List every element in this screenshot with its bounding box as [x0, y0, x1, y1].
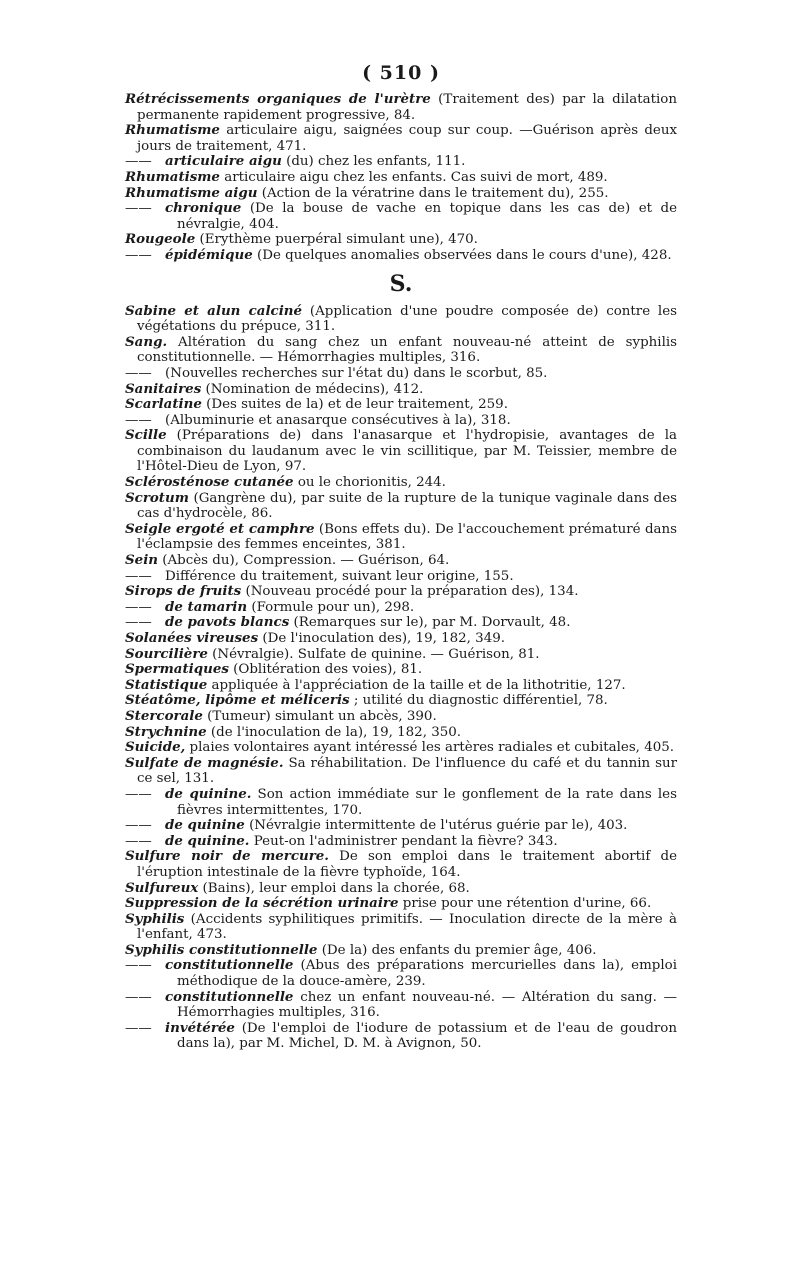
entry-text: prise pour une rétention d'urine, 66.	[398, 896, 652, 912]
entry-term: Rhumatisme aigu	[125, 184, 258, 201]
entry-term: Sulfureux	[125, 879, 199, 896]
ditto-dash: ——	[125, 958, 152, 974]
entry-term: Sourcilière	[125, 645, 208, 662]
entry-text: (Erythème puerpéral simulant une), 470.	[195, 232, 478, 248]
entry-text: (Névralgie). Sulfate de quinine. — Guérison, 81.	[207, 646, 540, 662]
entry-term: Rhumatisme	[125, 168, 220, 185]
index-entry	[125, 787, 677, 818]
entry-text: articulaire aigu chez les enfants. Cas suivi de mort, 489.	[219, 169, 608, 185]
entry-text: (de l'inoculation de la), 19, 182, 350.	[206, 724, 462, 740]
entry-text: (Des suites de la) et de leur traitement, 259.	[201, 397, 508, 413]
index-entry	[125, 170, 677, 186]
index-entry	[125, 615, 677, 631]
entry-term: de pavots blancs	[165, 614, 290, 631]
entry-term: épidémique	[165, 246, 253, 263]
index-entry	[125, 896, 677, 912]
entry-term: Strychnine	[125, 723, 207, 740]
index-entry	[125, 475, 677, 491]
entry-text: (De l'emploi de l'iodure de potassium et de l'eau de goudron dans la), par M. Michel, D. M. à Avignon, 50.	[177, 1020, 677, 1052]
index-entry	[125, 154, 677, 170]
entry-text: (Préparations de) dans l'anasarque et l'hydropisie, avantages de la combinaison du laudanum avec le vin scillitique, par M. Teissier, membre de l'Hôtel-Dieu de Lyon, 97.	[137, 428, 677, 475]
entry-text: (du) chez les enfants, 111.	[281, 154, 466, 170]
ditto-dash: ——	[125, 615, 152, 631]
index-entry	[125, 1021, 677, 1052]
entry-term: Sein	[125, 552, 159, 569]
ditto-dash: ——	[125, 1020, 152, 1036]
entry-text: (Oblitération des voies), 81.	[228, 662, 423, 678]
ditto-dash: ——	[125, 599, 152, 615]
entry-text: (Nouveau procédé pour la préparation des), 134.	[241, 584, 579, 600]
entry-text: (De la bouse de vache en topique dans les cas de) et de névralgie, 404.	[177, 201, 677, 232]
ditto-dash: ——	[125, 154, 152, 170]
entry-term: Scille	[125, 427, 167, 444]
section-letter: S.	[389, 270, 413, 297]
ditto-dash: ——	[125, 201, 152, 217]
index-entry	[125, 92, 677, 123]
entry-term: Sirops de fruits	[125, 583, 242, 600]
ditto-dash: ——	[125, 818, 152, 834]
index-entry	[125, 366, 677, 382]
index-entry	[125, 678, 677, 694]
index-entry	[125, 584, 677, 600]
index-entry	[125, 413, 677, 429]
index-entry	[125, 382, 677, 398]
index-entry	[125, 232, 677, 248]
entry-text: (De quelques anomalies observées dans le cours d'une), 428.	[252, 247, 672, 263]
entries-r-list	[125, 92, 677, 264]
entry-text: (De l'inoculation des), 19, 182, 349.	[258, 631, 505, 646]
entry-term: articulaire aigu	[165, 153, 282, 170]
entry-term: constitutionnelle	[165, 957, 294, 974]
entry-text: (Gangrène du), par suite de la rupture de la tunique vaginale dans des cas d'hydrocèle, 86.	[137, 490, 677, 522]
entry-term: Sulfure noir de mercure.	[125, 848, 329, 865]
entry-text: ou le chorionitis, 244.	[293, 475, 446, 491]
index-entry	[125, 123, 677, 154]
entry-term: constitutionnelle	[165, 988, 294, 1005]
page-number: ( 510 )	[362, 62, 440, 84]
entry-text: Différence du traitement, suivant leur origine, 155.	[165, 568, 514, 584]
entry-term: Scarlatine	[125, 396, 202, 413]
entry-term: de quinine	[165, 817, 245, 834]
entry-text: (Bons effets du). De l'accouchement prématuré dans l'éclampsie des femmes enceintes, 381.	[137, 521, 678, 553]
entry-term: Solanées vireuses	[125, 630, 259, 646]
index-page	[125, 62, 677, 1052]
index-entry	[125, 631, 677, 647]
entry-text: chez un enfant nouveau-né. — Altération du sang. — Hémorrhagies multiples, 316.	[177, 989, 677, 1021]
index-entry	[125, 201, 677, 232]
index-entry	[125, 304, 677, 335]
index-entry	[125, 428, 677, 475]
index-entry	[125, 756, 677, 787]
entry-term: Suppression de la sécrétion urinaire	[125, 895, 399, 912]
entry-term: Spermatiques	[125, 661, 229, 678]
index-entry	[125, 990, 677, 1021]
entry-text: appliquée à l'appréciation de la taille et de la lithotritie, 127.	[207, 677, 626, 693]
index-entry	[125, 958, 677, 989]
entry-text: (Abcès du), Compression. — Guérison, 64.	[158, 553, 450, 569]
entry-text: (Abus des préparations mercurielles dans la), emploi méthodique de la douce-amère, 239.	[177, 958, 677, 990]
entry-term: de tamarin	[165, 598, 248, 615]
entry-term: Sulfate de magnésie.	[125, 754, 284, 771]
entry-text: articulaire aigu, saignées coup sur coup. —Guérison après deux jours de traitement, 471.	[137, 123, 677, 154]
index-entry	[125, 740, 677, 756]
ditto-dash: ——	[125, 247, 152, 263]
entry-text: plaies volontaires ayant intéressé les artères radiales et cubitales, 405.	[185, 740, 675, 756]
entry-text: (Remarques sur le), par M. Dorvault, 48.	[289, 615, 571, 631]
entry-term: Stercorale	[125, 707, 203, 724]
index-entry	[125, 647, 677, 663]
entry-text: (Action de la vératrine dans le traitement du), 255.	[257, 185, 609, 201]
ditto-dash: ——	[125, 412, 152, 428]
entry-text: De son emploi dans le traitement abortif de l'éruption intestinale de la fièvre typhoïde, 164.	[137, 849, 677, 880]
ditto-dash: ——	[125, 989, 152, 1005]
entry-text: (Formule pour un), 298.	[247, 599, 415, 615]
entry-term: de quinine.	[165, 785, 252, 802]
ditto-dash: ——	[125, 833, 152, 849]
entry-term: Sang.	[125, 333, 168, 350]
index-entry	[125, 335, 677, 366]
index-entry	[125, 248, 677, 264]
entry-term: invétérée	[165, 1019, 235, 1036]
index-entry	[125, 881, 677, 897]
index-entry	[125, 569, 677, 585]
entry-term: de quinine.	[165, 832, 250, 849]
index-entry	[125, 912, 677, 943]
index-entry	[125, 849, 677, 880]
index-entry	[125, 725, 677, 741]
entry-term: Statistique	[125, 676, 208, 693]
ditto-dash: ——	[125, 365, 152, 381]
entry-text: (Nouvelles recherches sur l'état du) dans le scorbut, 85.	[165, 365, 548, 381]
index-entry	[125, 662, 677, 678]
index-entry	[125, 397, 677, 413]
entry-term: Sclérosténose cutanée	[125, 474, 294, 491]
index-entry	[125, 943, 677, 959]
entry-text: (Névralgie intermittente de l'utérus guérie par le), 403.	[244, 818, 628, 834]
index-entry	[125, 693, 677, 709]
entry-text: (De la) des enfants du premier âge, 406.	[317, 942, 597, 958]
ditto-dash: ——	[125, 786, 152, 802]
index-entry	[125, 818, 677, 834]
entry-term: Suicide,	[125, 739, 186, 756]
entry-text: (Albuminurie et anasarque consécutives à la), 318.	[165, 412, 511, 428]
entry-term: Sabine et alun calciné	[125, 302, 303, 319]
index-entry	[125, 834, 677, 850]
entry-text: Peut-on l'administrer pendant la fièvre? 343.	[249, 833, 558, 849]
entry-text: (Accidents syphilitiques primitifs. — Inoculation directe de la mère à l'enfant, 473.	[137, 911, 677, 943]
entries-s-list	[125, 304, 677, 1053]
entry-text: (Application d'une poudre composée de) contre les végétations du prépuce, 311.	[137, 303, 678, 335]
index-entry	[125, 186, 677, 202]
entry-text: Altération du sang chez un enfant nouveau-né atteint de syphilis constitutionnelle. — Hémorrhagies multiples, 316.	[137, 334, 677, 366]
ditto-dash: ——	[125, 568, 152, 584]
index-entry	[125, 709, 677, 725]
entry-text: Son action immédiate sur le gonflement de la rate dans les fièvres intermittentes, 170.	[177, 786, 677, 818]
entry-text: (Nomination de médecins), 412.	[201, 381, 424, 397]
entry-term: chronique	[165, 200, 242, 217]
entry-term: Syphilis	[125, 910, 185, 927]
entry-term: Stéatôme, lipôme et méliceris	[125, 692, 350, 709]
entry-term: Scrotum	[125, 489, 189, 506]
entry-term: Sanitaires	[125, 380, 202, 397]
entry-term: Rougeole	[125, 231, 196, 248]
entry-term: Rétrécissements organiques de l'urètre	[125, 91, 431, 107]
entry-text: ; utilité du diagnostic différentiel, 78.	[349, 693, 608, 709]
index-entry	[125, 553, 677, 569]
entry-text: Sa réhabilitation. De l'influence du café et du tannin sur ce sel, 131.	[137, 755, 677, 787]
entry-term: Syphilis constitutionnelle	[125, 941, 318, 958]
entry-text: (Tumeur) simulant un abcès, 390.	[202, 708, 437, 724]
index-entry	[125, 600, 677, 616]
entry-text: (Traitement des) par la dilatation permanente rapidement progressive, 84.	[137, 92, 677, 123]
index-entry	[125, 522, 677, 553]
entry-term: Rhumatisme	[125, 122, 220, 139]
index-entry	[125, 491, 677, 522]
entry-term: Seigle ergoté et camphre	[125, 520, 315, 537]
entry-text: (Bains), leur emploi dans la chorée, 68.	[198, 880, 470, 896]
